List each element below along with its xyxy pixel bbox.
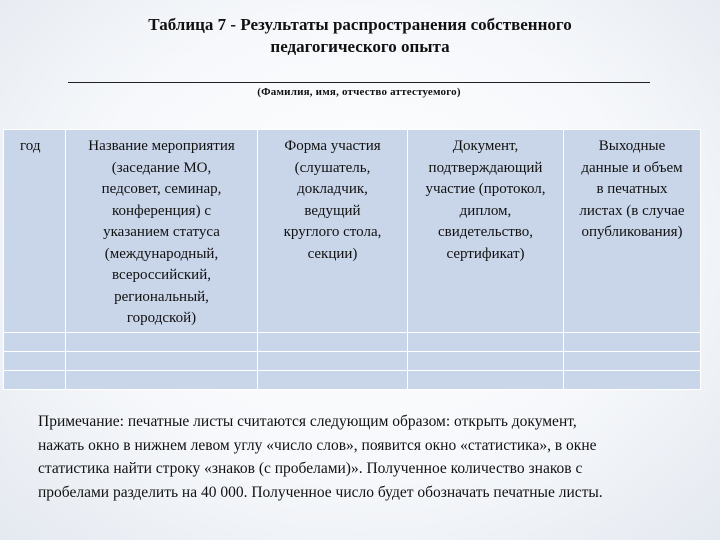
- header-text-line: региональный,: [114, 288, 209, 305]
- table-header-row: [4, 130, 701, 333]
- table-cell[interactable]: [258, 332, 408, 351]
- header-text-line: данные и объем: [581, 159, 683, 176]
- header-text-line: участие (протокол,: [425, 181, 546, 197]
- header-text-line: указанием статуса: [103, 224, 220, 240]
- header-text-line: листах (в случае: [579, 202, 685, 219]
- results-table: [3, 129, 701, 390]
- header-text-line: педсовет, семинар,: [101, 181, 222, 197]
- note-line: нажать окно в нижнем левом углу «число слов», появится окно «статистика», в окне: [38, 436, 597, 454]
- name-caption: (Фамилия, имя, отчество аттестуемого): [257, 86, 461, 98]
- header-text-line: Название мероприятия: [88, 138, 235, 154]
- header-text-line: (заседание МО,: [111, 159, 212, 176]
- header-text-line: Форма участия: [284, 138, 381, 154]
- name-fill-line: [68, 82, 650, 83]
- header-year: [4, 130, 66, 333]
- header-text-line: свидетельство,: [437, 224, 534, 240]
- header-text-line: Документ,: [452, 138, 519, 154]
- header-text-line: (международный,: [104, 245, 219, 262]
- header-text-line: конференция) с: [112, 202, 211, 219]
- table-cell[interactable]: [564, 351, 701, 370]
- table-cell[interactable]: [564, 370, 701, 389]
- table-cell[interactable]: [4, 332, 66, 351]
- note-line: статистика найти строку «знаков (с пробелами)». Полученное количество знаков с: [38, 460, 583, 477]
- header-text-line: в печатных: [596, 181, 668, 197]
- header-text-line: ведущий: [304, 202, 361, 219]
- header-text-line: всероссийский,: [112, 267, 211, 283]
- header-text-line: докладчик,: [297, 181, 368, 197]
- table-cell[interactable]: [408, 351, 564, 370]
- table-cell[interactable]: [66, 351, 258, 370]
- header-event-name: [66, 130, 258, 333]
- header-text-line: сертификат): [446, 245, 525, 262]
- table-cell[interactable]: [258, 370, 408, 389]
- note-paragraph: [38, 410, 708, 504]
- table-row: [4, 332, 701, 351]
- note-line: Примечание: печатные листы считаются следующим образом: открыть документ,: [38, 413, 577, 430]
- table-cell[interactable]: [564, 332, 701, 351]
- header-text-line: опубликования): [581, 224, 683, 240]
- header-text-line: секции): [307, 245, 358, 262]
- table-cell[interactable]: [408, 370, 564, 389]
- header-text-line: городской): [126, 310, 197, 326]
- table-cell[interactable]: [4, 351, 66, 370]
- table-row: [4, 351, 701, 370]
- header-text-line: Выходные: [598, 138, 666, 154]
- table-cell[interactable]: [66, 332, 258, 351]
- table-cell[interactable]: [258, 351, 408, 370]
- header-text-line: подтверждающий: [428, 159, 543, 176]
- header-text-line: (слушатель,: [294, 159, 371, 176]
- table-cell[interactable]: [66, 370, 258, 389]
- page-title: [60, 14, 660, 58]
- header-text-line: круглого стола,: [283, 224, 382, 240]
- table-row: [4, 370, 701, 389]
- note-line: пробелами разделить на 40 000. Полученное число будет обозначать печатные листы.: [38, 483, 603, 501]
- title-line-2: педагогического опыта: [270, 37, 450, 56]
- header-participation-form: [258, 130, 408, 333]
- table-cell[interactable]: [4, 370, 66, 389]
- header-document: [408, 130, 564, 333]
- header-publication: [564, 130, 701, 333]
- header-text-line: диплом,: [459, 202, 512, 219]
- table-cell[interactable]: [408, 332, 564, 351]
- title-line-1: Таблица 7 - Результаты распространения собственного: [148, 15, 572, 34]
- header-text-line: год: [20, 138, 41, 154]
